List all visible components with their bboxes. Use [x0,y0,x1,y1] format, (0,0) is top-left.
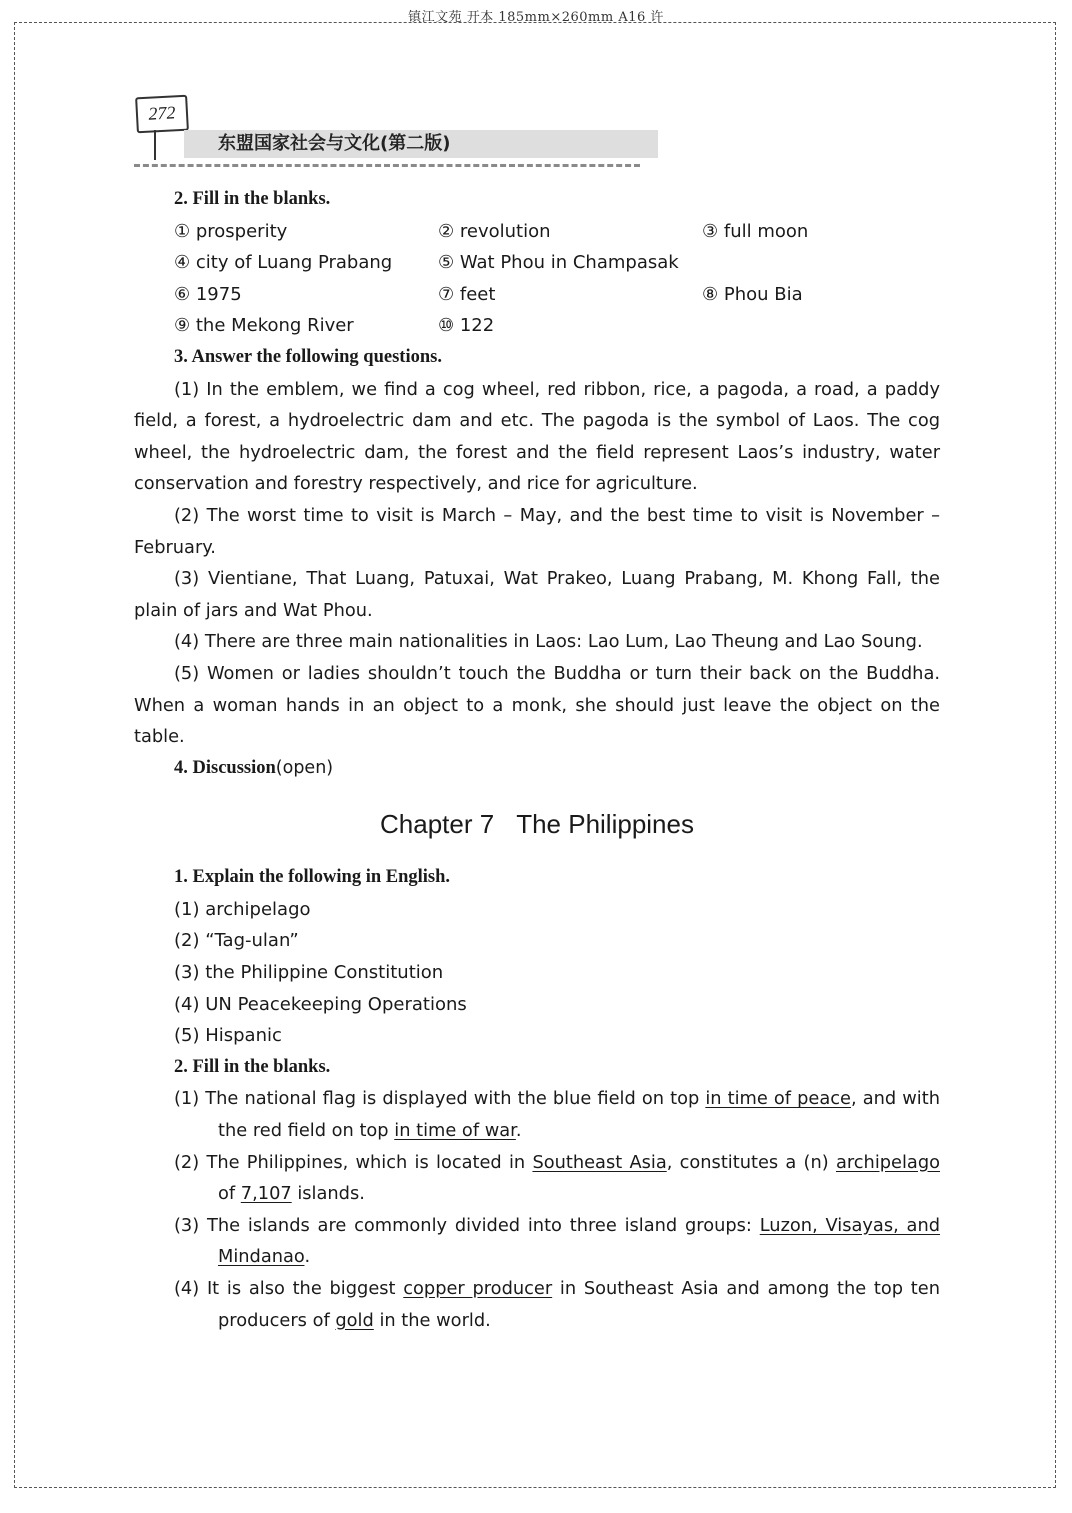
page-content [134,184,940,1336]
fill-answer: ⑥ 1975 [174,283,242,305]
print-info: 镇江文苑 开本 185mm×260mm A16 许 [408,10,664,25]
chapter-heading [134,806,940,842]
answer-paragraph: (1) In the emblem, we find a cog wheel, red ribbon, rice, a pagoda, a road, a paddy field, a forest, a hydroelectric dam and etc. The pagoda is the symbol of Laos. The cog wheel, the hydroelectric dam, the forest and the field represent Laos’s industry, water conservation and forestry respectively, and rice for agriculture. [134,378,940,495]
blank-text: , and with the red field on top [218,1088,940,1142]
blank-text: The national flag is displayed with the blue field on top [205,1088,706,1110]
book-title-bar [184,130,658,158]
explain-item: (3) the Philippine Constitution [174,962,444,984]
blank-text: in Southeast Asia and among the top ten producers of [218,1278,940,1331]
explain-item: (4) UN Peacekeeping Operations [174,993,467,1015]
laos-fill-answers [134,216,940,342]
blank-text: , constitutes a (n) [666,1151,836,1173]
laos-fill-heading: 2. Fill in the blanks. [174,189,331,209]
blank-item [134,1210,940,1273]
explain-item: (5) Hispanic [174,1025,282,1047]
fill-answer: ④ city of Luang Prabang [174,252,393,274]
answer-paragraph: (2) The worst time to visit is March – May, and the best time to visit is November – February. [134,504,940,558]
blank-answer: 7,107 [240,1183,292,1205]
fill-answer: ③ full moon [702,220,809,242]
blank-item [134,1083,940,1146]
blank-answer: Southeast Asia [532,1151,667,1173]
blank-answer: Luzon, Visayas, and Mindanao [218,1214,941,1268]
answer-paragraph: (3) Vientiane, That Luang, Patuxai, Wat Prakeo, Luang Prabang, M. Khong Fall, the plain of jars and Wat Phou. [134,568,940,621]
blank-item [134,1273,940,1336]
blank-item [134,1147,940,1210]
page-number-sign [135,95,189,134]
blank-answer: archipelago [835,1151,940,1173]
discussion-label: 4. Discussion [174,757,276,778]
philippines-fill-heading: 2. Fill in the blanks. [174,1056,331,1077]
blank-text: It is also the biggest [206,1278,404,1299]
chapter-title: The Philippines [516,809,694,840]
laos-answer-heading: 3. Answer the following questions. [174,346,442,367]
explain-item: (2) “Tag-ulan” [174,930,299,952]
blank-text: islands. [291,1183,365,1205]
blank-answer: copper producer [403,1278,553,1299]
blank-text: The Philippines, which is located in [206,1151,533,1173]
blank-number: (2) [174,1151,207,1173]
blank-text: . [304,1246,311,1268]
blank-number: (4) [174,1278,207,1299]
header-divider [134,164,640,167]
fill-answer: ② revolution [438,220,551,242]
page-header [134,92,642,168]
blank-text: of [218,1183,241,1205]
blank-answer: in time of war [394,1120,516,1142]
fill-answer: ⑨ the Mekong River [174,315,354,337]
fill-answer: ⑧ Phou Bia [702,283,803,305]
explain-heading: 1. Explain the following in English. [174,867,451,888]
fill-answer: ⑤ Wat Phou in Champasak [438,252,679,274]
page-number: 272 [147,102,176,124]
blank-answer: in time of peace [705,1088,851,1110]
book-title: 东盟国家社会与文化(第二版) [218,133,451,154]
blank-number: (1) [174,1088,206,1110]
fill-answer [702,310,980,342]
blank-answer: gold [335,1309,374,1331]
answer-paragraph: (4) There are three main nationalities in Laos: Lao Lum, Lao Theung and Lao Soung. [174,631,923,653]
fill-answer: ⑦ feet [438,283,496,305]
blank-text: The islands are commonly divided into three island groups: [207,1214,760,1236]
explain-item: (1) archipelago [174,898,311,920]
blank-text: in the world. [373,1309,491,1331]
fill-answer: ① prosperity [174,220,288,242]
sign-post [154,130,156,160]
fill-answer [702,247,980,279]
blank-text: . [515,1120,522,1142]
fill-answer: ⑩ 122 [438,315,495,337]
answer-paragraph: (5) Women or ladies shouldn’t touch the Buddha or turn their back on the Buddha. When a woman hands in an object to a monk, she should just leave the object on the table. [134,662,940,748]
blank-number: (3) [174,1214,207,1236]
laos-discussion [134,753,940,785]
chapter-label: Chapter 7 [380,809,495,840]
discussion-note: (open) [275,757,334,778]
